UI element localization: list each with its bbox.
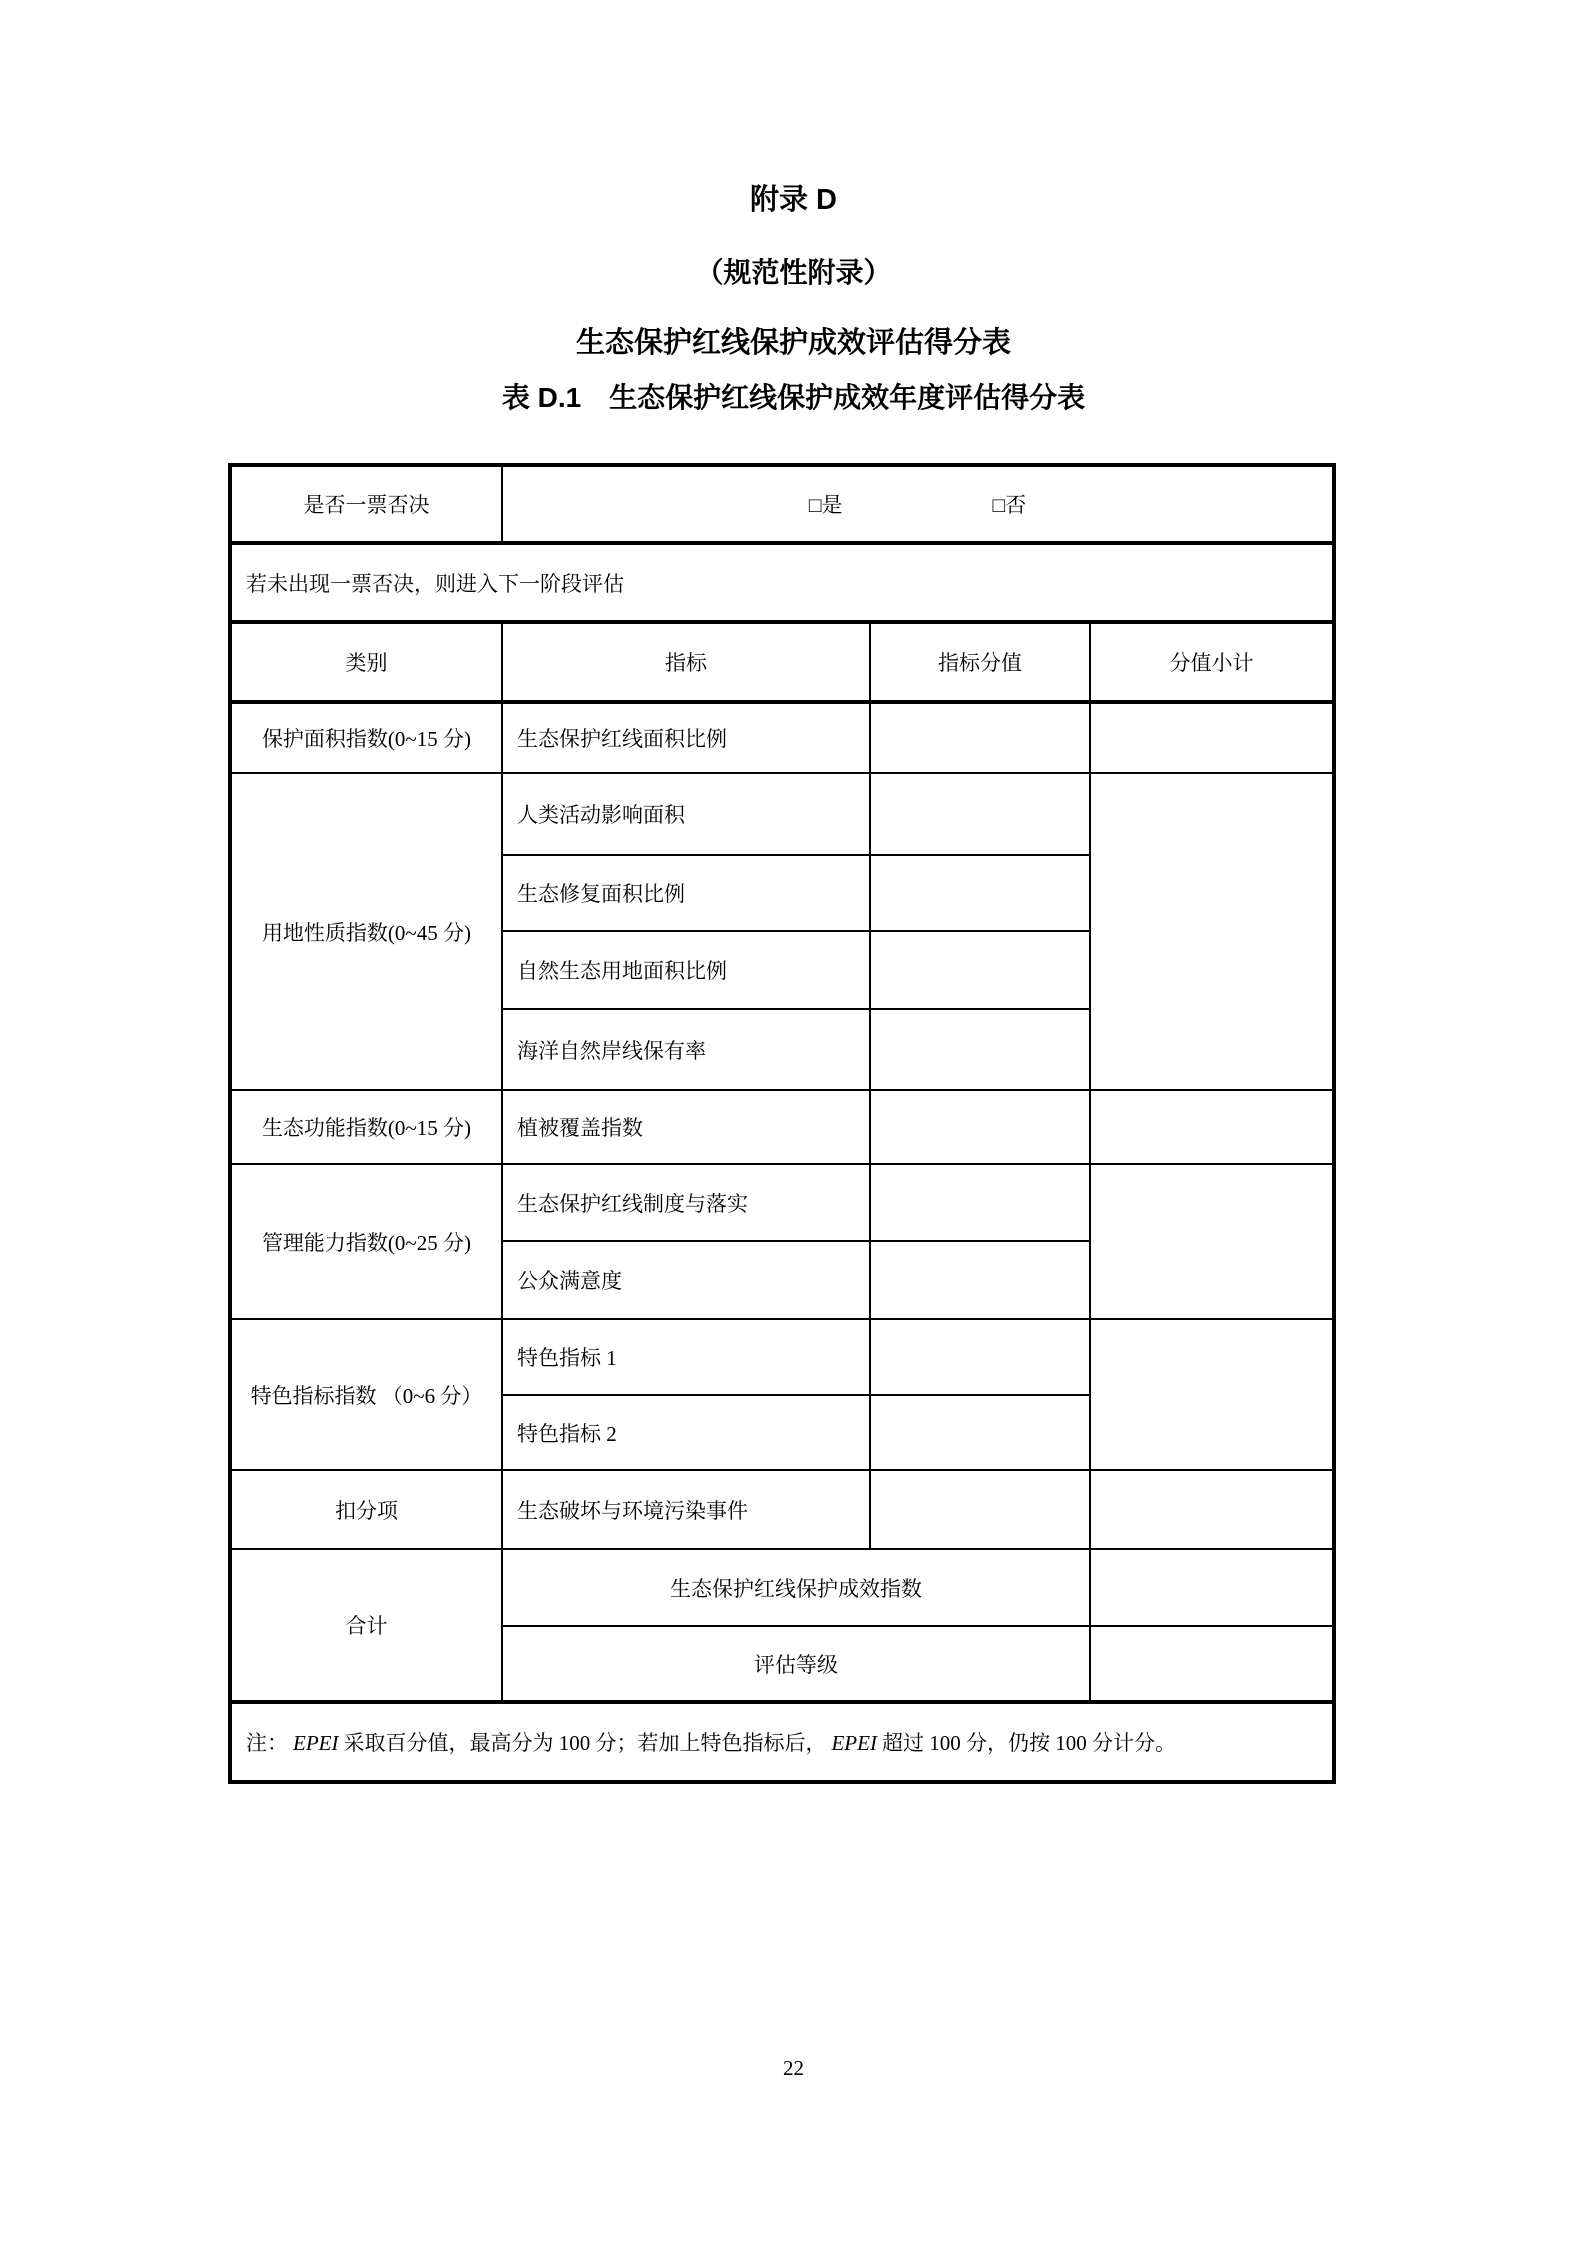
subtotal-cell [1090,1470,1334,1549]
category-cell-special: 特色指标指数 （0~6 分） [230,1319,502,1470]
indicator-cell: 生态破坏与环境污染事件 [502,1470,870,1549]
table-caption-text: 生态保护红线保护成效年度评估得分表 [609,382,1086,413]
indicator-cell: 海洋自然岸线保有率 [502,1009,870,1090]
indicator-score-cell [870,1470,1090,1549]
footnote-row [230,1702,1334,1782]
stage-note-row [230,543,1334,622]
indicator-score-cell [870,1319,1090,1395]
header-subtotal: 分值小计 [1090,622,1334,702]
veto-options-cell [502,465,1334,543]
category-cell-total: 合计 [230,1549,502,1702]
footnote-text: 采取百分值，最高分为 100 分；若加上特色指标后， [343,1731,827,1755]
row-eco-function [230,1090,1334,1164]
subtotal-cell [1090,1319,1334,1470]
page-number: 22 [783,2056,804,2080]
table-caption-label: 表 D.1 [501,382,582,413]
footnote-cell [230,1702,1334,1782]
subtotal-cell [1090,1549,1334,1626]
row-total-index [230,1549,1334,1626]
score-table-title: 生态保护红线保护成效评估得分表 [575,327,1011,359]
subtotal-cell [1090,773,1334,1090]
indicator-cell: 生态修复面积比例 [502,855,870,931]
indicator-cell: 生态保护红线面积比例 [502,702,870,773]
row-special-1 [230,1319,1334,1395]
subtotal-cell [1090,702,1334,773]
checkbox-option-yes: □是 [808,493,843,517]
category-cell-eco-function: 生态功能指数(0~15 分) [230,1090,502,1164]
subtotal-cell [1090,1626,1334,1702]
header-row [230,622,1334,702]
indicator-cell: 特色指标 1 [502,1319,870,1395]
veto-row [230,465,1334,543]
row-land-use-1 [230,773,1334,855]
indicator-score-cell [870,773,1090,855]
veto-label-cell: 是否一票否决 [230,465,502,543]
indicator-cell: 生态保护红线制度与落实 [502,1164,870,1241]
indicator-score-cell [870,1009,1090,1090]
table-caption [0,381,1587,415]
stage-note-cell: 若未出现一票否决，则进入下一阶段评估 [230,543,1334,622]
row-management-1 [230,1164,1334,1241]
indicator-score-cell [870,931,1090,1009]
row-deduction [230,1470,1334,1549]
header-indicator: 指标 [502,622,870,702]
indicator-cell: 特色指标 2 [502,1395,870,1470]
category-cell-deduction: 扣分项 [230,1470,502,1549]
category-cell-management: 管理能力指数(0~25 分) [230,1164,502,1319]
row-protection-area [230,702,1334,773]
indicator-score-cell [870,1090,1090,1164]
category-cell-protection-area: 保护面积指数(0~15 分) [230,702,502,773]
total-grade-cell: 评估等级 [502,1626,1090,1702]
score-table [228,463,1336,1784]
header-indicator-score: 指标分值 [870,622,1090,702]
footnote-epei-term: EPEI [293,1731,339,1755]
indicator-score-cell [870,702,1090,773]
footnote-text: 超过 100 分，仍按 100 分计分。 [881,1731,1176,1755]
indicator-cell: 自然生态用地面积比例 [502,931,870,1009]
indicator-cell: 人类活动影响面积 [502,773,870,855]
indicator-score-cell [870,855,1090,931]
indicator-cell: 植被覆盖指数 [502,1090,870,1164]
header-category: 类别 [230,622,502,702]
footnote-label: 注： [246,1731,288,1755]
appendix-title: 附录 D [749,184,837,216]
checkbox-option-no: □否 [992,493,1027,517]
indicator-score-cell [870,1395,1090,1470]
indicator-score-cell [870,1164,1090,1241]
indicator-score-cell [870,1241,1090,1319]
footnote-epei-term: EPEI [831,1731,877,1755]
subtotal-cell [1090,1090,1334,1164]
total-index-cell: 生态保护红线保护成效指数 [502,1549,1090,1626]
appendix-normative-subtitle: （规范性附录） [695,257,892,288]
subtotal-cell [1090,1164,1334,1319]
category-cell-land-use: 用地性质指数(0~45 分) [230,773,502,1090]
indicator-cell: 公众满意度 [502,1241,870,1319]
